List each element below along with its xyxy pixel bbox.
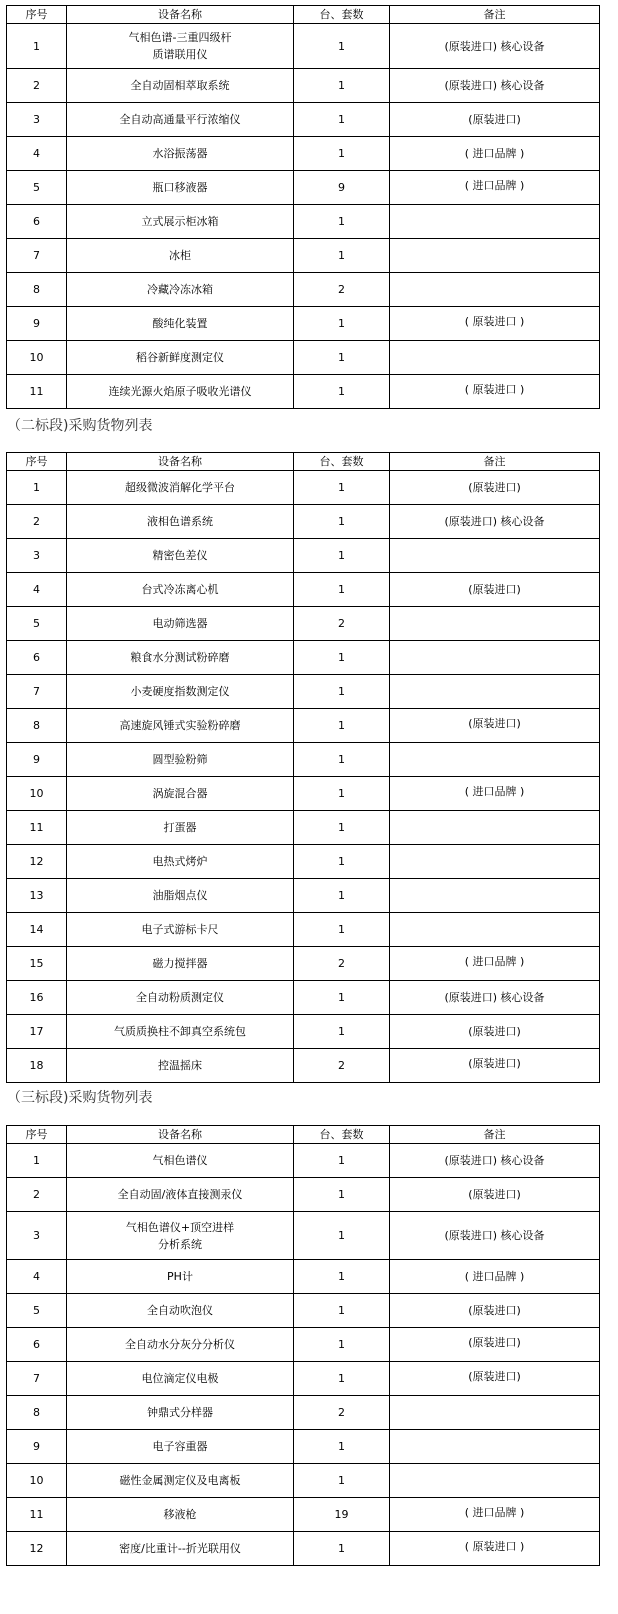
table-row xyxy=(7,1212,600,1260)
row-number: 5 xyxy=(7,171,67,205)
equipment-name: 电子式游标卡尺 xyxy=(67,913,294,947)
table-row xyxy=(7,947,600,981)
remark: ( 进口品牌 ) xyxy=(390,1498,600,1532)
table-row xyxy=(7,777,600,811)
quantity: 1 xyxy=(294,1015,390,1049)
remark xyxy=(390,811,600,845)
remark xyxy=(390,879,600,913)
remark: ( 进口品牌 ) xyxy=(390,1260,600,1294)
row-number: 10 xyxy=(7,341,67,375)
row-number: 12 xyxy=(7,1532,67,1566)
row-number: 1 xyxy=(7,1144,67,1178)
table-row xyxy=(7,1328,600,1362)
remark: (原装进口) xyxy=(390,709,600,743)
equipment-name: 电热式烤炉 xyxy=(67,845,294,879)
header-qty: 台、套数 xyxy=(294,1126,390,1144)
quantity: 1 xyxy=(294,573,390,607)
header-qty: 台、套数 xyxy=(294,6,390,24)
table-row xyxy=(7,205,600,239)
row-number: 4 xyxy=(7,137,67,171)
remark xyxy=(390,641,600,675)
table-row xyxy=(7,341,600,375)
quantity: 1 xyxy=(294,1178,390,1212)
row-number: 2 xyxy=(7,1178,67,1212)
remark: (原装进口) 核心设备 xyxy=(390,69,600,103)
row-number: 9 xyxy=(7,307,67,341)
equipment-name: 全自动固/液体直接测汞仪 xyxy=(67,1178,294,1212)
section3-caption: （三标段)采购货物列表 xyxy=(7,1090,153,1106)
header-note: 备注 xyxy=(390,453,600,471)
equipment-name: 全自动固相萃取系统 xyxy=(67,69,294,103)
table-header-row xyxy=(7,453,600,471)
quantity: 1 xyxy=(294,375,390,409)
section2-caption: （二标段)采购货物列表 xyxy=(7,418,153,434)
row-number: 16 xyxy=(7,981,67,1015)
quantity: 1 xyxy=(294,1532,390,1566)
procurement-table-section2 xyxy=(6,452,600,1083)
remark: ( 进口品牌 ) xyxy=(390,171,600,205)
remark: ( 原装进口 ) xyxy=(390,375,600,409)
header-name: 设备名称 xyxy=(67,453,294,471)
row-number: 18 xyxy=(7,1049,67,1083)
equipment-name: 冰柜 xyxy=(67,239,294,273)
remark xyxy=(390,1396,600,1430)
row-number: 15 xyxy=(7,947,67,981)
quantity: 2 xyxy=(294,947,390,981)
remark: ( 进口品牌 ) xyxy=(390,777,600,811)
row-number: 8 xyxy=(7,273,67,307)
equipment-name: 瓶口移液器 xyxy=(67,171,294,205)
row-number: 1 xyxy=(7,24,67,69)
remark: (原装进口) xyxy=(390,1294,600,1328)
row-number: 6 xyxy=(7,205,67,239)
table-row xyxy=(7,573,600,607)
table-row xyxy=(7,641,600,675)
row-number: 12 xyxy=(7,845,67,879)
table-row xyxy=(7,539,600,573)
row-number: 10 xyxy=(7,1464,67,1498)
remark xyxy=(390,239,600,273)
equipment-name: 小麦硬度指数测定仪 xyxy=(67,675,294,709)
row-number: 11 xyxy=(7,375,67,409)
row-number: 1 xyxy=(7,471,67,505)
row-number: 8 xyxy=(7,709,67,743)
quantity: 19 xyxy=(294,1498,390,1532)
remark xyxy=(390,1464,600,1498)
equipment-name: 磁性金属测定仪及电离板 xyxy=(67,1464,294,1498)
equipment-name: 液相色谱系统 xyxy=(67,505,294,539)
quantity: 1 xyxy=(294,1328,390,1362)
remark: (原装进口) xyxy=(390,471,600,505)
quantity: 1 xyxy=(294,641,390,675)
remark: (原装进口) xyxy=(390,1015,600,1049)
row-number: 11 xyxy=(7,1498,67,1532)
table-row xyxy=(7,913,600,947)
table-row xyxy=(7,171,600,205)
quantity: 1 xyxy=(294,879,390,913)
table-row xyxy=(7,273,600,307)
quantity: 9 xyxy=(294,171,390,205)
table-row xyxy=(7,1498,600,1532)
table-row xyxy=(7,103,600,137)
quantity: 1 xyxy=(294,743,390,777)
header-no: 序号 xyxy=(7,1126,67,1144)
quantity: 1 xyxy=(294,913,390,947)
equipment-name: 气相色谱-三重四级杆 质谱联用仪 xyxy=(67,24,294,69)
table-row xyxy=(7,471,600,505)
equipment-name: 打蛋器 xyxy=(67,811,294,845)
table-row xyxy=(7,1260,600,1294)
remark xyxy=(390,607,600,641)
remark: (原装进口) xyxy=(390,1178,600,1212)
table-row xyxy=(7,1464,600,1498)
row-number: 7 xyxy=(7,1362,67,1396)
row-number: 3 xyxy=(7,539,67,573)
remark: (原装进口) 核心设备 xyxy=(390,981,600,1015)
quantity: 1 xyxy=(294,1362,390,1396)
table-header-row xyxy=(7,1126,600,1144)
row-number: 10 xyxy=(7,777,67,811)
equipment-name: 精密色差仪 xyxy=(67,539,294,573)
table-row xyxy=(7,24,600,69)
quantity: 1 xyxy=(294,539,390,573)
remark: ( 原装进口 ) xyxy=(390,1532,600,1566)
table-row xyxy=(7,811,600,845)
row-number: 6 xyxy=(7,641,67,675)
header-name: 设备名称 xyxy=(67,6,294,24)
table-row xyxy=(7,1144,600,1178)
remark xyxy=(390,1430,600,1464)
remark xyxy=(390,539,600,573)
row-number: 2 xyxy=(7,69,67,103)
table-row xyxy=(7,505,600,539)
quantity: 1 xyxy=(294,505,390,539)
equipment-name: 立式展示柜冰箱 xyxy=(67,205,294,239)
header-no: 序号 xyxy=(7,6,67,24)
equipment-name: 连续光源火焰原子吸收光谱仪 xyxy=(67,375,294,409)
quantity: 2 xyxy=(294,1049,390,1083)
remark xyxy=(390,675,600,709)
table-row xyxy=(7,1015,600,1049)
table-row xyxy=(7,1294,600,1328)
remark: ( 进口品牌 ) xyxy=(390,137,600,171)
equipment-name: 气相色谱仪 xyxy=(67,1144,294,1178)
quantity: 1 xyxy=(294,239,390,273)
table-row xyxy=(7,845,600,879)
table-row xyxy=(7,69,600,103)
equipment-name: 超级微波消解化学平台 xyxy=(67,471,294,505)
quantity: 1 xyxy=(294,471,390,505)
equipment-name: 涡旋混合器 xyxy=(67,777,294,811)
quantity: 1 xyxy=(294,307,390,341)
procurement-table-section1 xyxy=(6,5,600,409)
quantity: 2 xyxy=(294,1396,390,1430)
equipment-name: PH计 xyxy=(67,1260,294,1294)
equipment-name: 全自动水分灰分分析仪 xyxy=(67,1328,294,1362)
remark: (原装进口) 核心设备 xyxy=(390,24,600,69)
table-row xyxy=(7,307,600,341)
row-number: 7 xyxy=(7,239,67,273)
quantity: 1 xyxy=(294,1464,390,1498)
row-number: 7 xyxy=(7,675,67,709)
row-number: 14 xyxy=(7,913,67,947)
header-note: 备注 xyxy=(390,1126,600,1144)
header-name: 设备名称 xyxy=(67,1126,294,1144)
remark xyxy=(390,341,600,375)
remark xyxy=(390,205,600,239)
row-number: 4 xyxy=(7,1260,67,1294)
quantity: 1 xyxy=(294,709,390,743)
quantity: 1 xyxy=(294,1212,390,1260)
row-number: 13 xyxy=(7,879,67,913)
equipment-name: 电位滴定仪电极 xyxy=(67,1362,294,1396)
remark xyxy=(390,845,600,879)
row-number: 6 xyxy=(7,1328,67,1362)
quantity: 1 xyxy=(294,69,390,103)
row-number: 9 xyxy=(7,743,67,777)
remark: (原装进口) xyxy=(390,1328,600,1362)
equipment-name: 移液枪 xyxy=(67,1498,294,1532)
remark: (原装进口) xyxy=(390,573,600,607)
row-number: 8 xyxy=(7,1396,67,1430)
table-row xyxy=(7,1430,600,1464)
table-row xyxy=(7,375,600,409)
table-row xyxy=(7,1178,600,1212)
table-row xyxy=(7,1396,600,1430)
row-number: 5 xyxy=(7,1294,67,1328)
row-number: 9 xyxy=(7,1430,67,1464)
quantity: 2 xyxy=(294,607,390,641)
remark: ( 进口品牌 ) xyxy=(390,947,600,981)
header-no: 序号 xyxy=(7,453,67,471)
quantity: 1 xyxy=(294,1260,390,1294)
quantity: 1 xyxy=(294,1430,390,1464)
row-number: 4 xyxy=(7,573,67,607)
quantity: 1 xyxy=(294,777,390,811)
table-row xyxy=(7,607,600,641)
remark: (原装进口) 核心设备 xyxy=(390,1144,600,1178)
quantity: 1 xyxy=(294,341,390,375)
equipment-name: 控温摇床 xyxy=(67,1049,294,1083)
row-number: 5 xyxy=(7,607,67,641)
equipment-name: 密度/比重计--折光联用仪 xyxy=(67,1532,294,1566)
quantity: 1 xyxy=(294,24,390,69)
table-row xyxy=(7,1362,600,1396)
equipment-name: 水浴振荡器 xyxy=(67,137,294,171)
equipment-name: 台式冷冻离心机 xyxy=(67,573,294,607)
remark: (原装进口) 核心设备 xyxy=(390,1212,600,1260)
quantity: 1 xyxy=(294,675,390,709)
header-note: 备注 xyxy=(390,6,600,24)
procurement-table-section3 xyxy=(6,1125,600,1566)
table-row xyxy=(7,137,600,171)
table-row xyxy=(7,709,600,743)
remark xyxy=(390,913,600,947)
equipment-name: 粮食水分测试粉碎磨 xyxy=(67,641,294,675)
equipment-name: 高速旋风锤式实验粉碎磨 xyxy=(67,709,294,743)
equipment-name: 酸纯化装置 xyxy=(67,307,294,341)
equipment-name: 钟鼎式分样器 xyxy=(67,1396,294,1430)
quantity: 1 xyxy=(294,205,390,239)
equipment-name: 气相色谱仪+顶空进样 分析系统 xyxy=(67,1212,294,1260)
row-number: 11 xyxy=(7,811,67,845)
quantity: 1 xyxy=(294,845,390,879)
remark: (原装进口) xyxy=(390,1362,600,1396)
row-number: 3 xyxy=(7,1212,67,1260)
row-number: 17 xyxy=(7,1015,67,1049)
remark: (原装进口) xyxy=(390,103,600,137)
equipment-name: 磁力搅拌器 xyxy=(67,947,294,981)
equipment-name: 全自动吹泡仪 xyxy=(67,1294,294,1328)
equipment-name: 圆型验粉筛 xyxy=(67,743,294,777)
quantity: 1 xyxy=(294,1144,390,1178)
remark: (原装进口) 核心设备 xyxy=(390,505,600,539)
remark xyxy=(390,273,600,307)
row-number: 2 xyxy=(7,505,67,539)
equipment-name: 全自动高通量平行浓缩仪 xyxy=(67,103,294,137)
equipment-name: 电动筛选器 xyxy=(67,607,294,641)
header-qty: 台、套数 xyxy=(294,453,390,471)
quantity: 1 xyxy=(294,981,390,1015)
equipment-name: 电子容重器 xyxy=(67,1430,294,1464)
equipment-name: 冷藏冷冻冰箱 xyxy=(67,273,294,307)
table-row xyxy=(7,1532,600,1566)
quantity: 1 xyxy=(294,137,390,171)
table-row xyxy=(7,981,600,1015)
quantity: 1 xyxy=(294,811,390,845)
equipment-name: 稻谷新鲜度测定仪 xyxy=(67,341,294,375)
remark xyxy=(390,743,600,777)
table-row xyxy=(7,239,600,273)
remark: ( 原装进口 ) xyxy=(390,307,600,341)
table-row xyxy=(7,675,600,709)
table-row xyxy=(7,743,600,777)
remark: (原装进口) xyxy=(390,1049,600,1083)
quantity: 1 xyxy=(294,103,390,137)
equipment-name: 气质质换柱不卸真空系统包 xyxy=(67,1015,294,1049)
quantity: 2 xyxy=(294,273,390,307)
equipment-name: 全自动粉质测定仪 xyxy=(67,981,294,1015)
row-number: 3 xyxy=(7,103,67,137)
quantity: 1 xyxy=(294,1294,390,1328)
table-row xyxy=(7,1049,600,1083)
table-header-row xyxy=(7,6,600,24)
table-row xyxy=(7,879,600,913)
equipment-name: 油脂烟点仪 xyxy=(67,879,294,913)
